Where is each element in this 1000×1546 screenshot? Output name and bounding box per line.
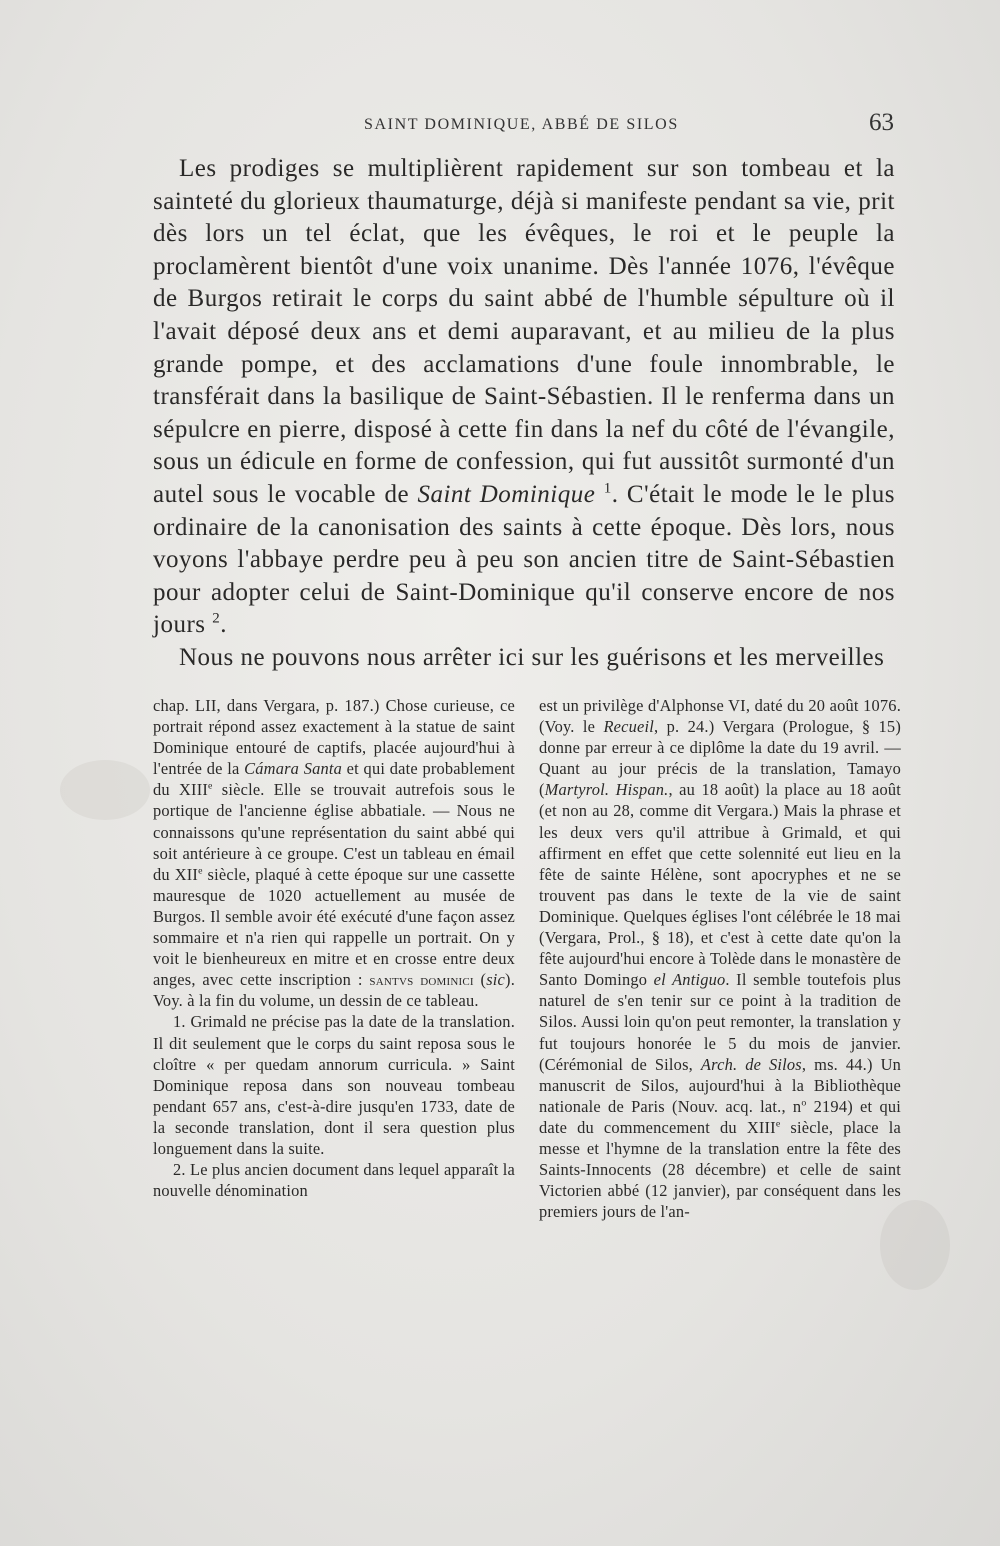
italic-text: Martyrol. Hispan.	[544, 780, 669, 800]
footnote-continuation	[153, 695, 515, 1011]
paper-stain	[60, 760, 150, 820]
footnotes-left-column	[153, 695, 515, 1201]
text-run: chap. LII, dans Vergara, p. 187.) Chose curieuse, ce portrait répond assez exactement à la statue de saint Dominique entouré de captifs, placée aujourd'hui à l'entrée de la	[153, 696, 515, 779]
text-run: 2194) et qui date du commencement du XIII	[539, 1096, 901, 1137]
paragraph	[153, 153, 895, 642]
text-run: . C'était le mode le le plus ordinaire de la canonisation des saints à cette époque. Dès lors, nous voyons l'abbaye perdre peu à peu son ancien titre de Saint-Sébastien pour adopter celui de Saint-Dominique qu'il conserve encore de nos jours	[153, 480, 895, 639]
footnote-1: 1. Grimald ne précise pas la date de la translation. Il dit seulement que le corps du saint reposa sous le cloître « per quedam annorum curricula. » Saint Dominique reposa dans son nouveau tombeau pendant 657 ans, c'est-à-dire jusqu'en 1733, date de la seconde translation, dont il sera question plus longuement dans la suite.	[153, 1012, 515, 1158]
superscript: o	[801, 1097, 807, 1109]
main-text	[153, 153, 895, 675]
text-run: , au 18 août) la place au 18 août (et non au 28, comme dit Vergara.) Mais la phrase et les deux vers qu'il attribue à Grimald, et qui affirment en effet que cette solennité eut lieu en la fête de sainte Hélène, sont apocryphes et ne se trouvent pas dans le texte de la vie de saint Dominique. Quelques églises l'ont célébrée le 18 mai (Vergara, Prol., § 18), et c'est à cette date qu'on la fête aujourd'hui encore à Tolède dans le monastère de Santo Domingo	[539, 780, 901, 990]
footnote-continuation	[539, 695, 901, 1222]
text-run: siècle. Elle se trouvait autrefois sous le portique de l'ancienne église abbatiale. — Nous ne connaissons qu'une représentation du saint abbé qui soit antérieure à ce groupe. C'est un tableau en émail du XII	[153, 780, 515, 884]
italic-text: sic	[486, 970, 506, 990]
italic-text: Arch. de Silos	[700, 1054, 802, 1074]
text-run: .	[220, 611, 227, 639]
text-run: Les prodiges se multiplièrent rapidement sur son tombeau et la sainteté du glorieux thaumaturge, déjà si manifeste pendant sa vie, prit dès lors un tel éclat, que les évêques, le roi et le peuple la proclamèrent bientôt d'une voix unanime. Dès l'année 1076, l'évêque de Burgos retirait le corps du saint abbé de l'humble sépulture où il l'avait déposé deux ans et demi auparavant, et au milieu de la plus grande pompe, et des acclamations d'une foule innombrable, le transférait dans la basilique de Saint-Sébastien. Il le renferma dans un sépulcre en pierre, disposé à cette fin dans la nef du côté de l'évangile, sous un édicule en forme de confession, qui fut aussitôt surmonté d'un autel sous le vocable de	[153, 155, 895, 508]
footnotes-right-column	[539, 695, 901, 1222]
superscript: e	[208, 780, 213, 792]
text-run: ). Voy. à la fin du volume, un dessin de ce tableau.	[153, 970, 515, 1011]
running-head: SAINT DOMINIQUE, ABBÉ DE SILOS	[364, 116, 679, 133]
superscript: e	[198, 865, 203, 877]
text-run: , p. 24.) Vergara (Prologue, § 15) donne par erreur à ce diplôme la date du 19 avril. — Quant au jour précis de la translation, Tamayo (	[539, 717, 901, 800]
text-run: et qui date probablement du XIII	[153, 759, 515, 800]
page-header	[154, 108, 894, 144]
text-run: est un privilège d'Alphonse VI, daté du 20 août 1076. (Voy. le	[539, 696, 901, 737]
footnote-ref: 2	[212, 610, 221, 627]
italic-text: Saint Dominique	[417, 480, 596, 508]
italic-text: el Antiguo	[653, 970, 726, 990]
text-run: Nous ne pouvons nous arrêter ici sur les guérisons et les merveilles	[179, 643, 885, 671]
text-run: (	[473, 970, 487, 990]
text-run: . Il semble toutefois plus naturel de s'en tenir sur ce point à la tradition de Silos. Aussi loin qu'on peut remonter, la translation y fut toujours honorée le 5 du mois de janvier. (Cérémonial de Silos,	[539, 970, 901, 1074]
italic-text: Recueil	[603, 717, 655, 737]
text-run: siècle, plaqué à cette époque sur une cassette mauresque de 1020 actuellement au musée de Burgos. Il semble avoir été exécuté d'une façon assez sommaire et n'a rien qui rappelle un portrait. On y voit le bienheureux en mitre et en crosse entre deux anges, avec cette inscription :	[153, 864, 515, 990]
paragraph	[153, 642, 895, 675]
small-caps-inscription: santvs dominici	[369, 970, 474, 990]
text-run: siècle, place la messe et l'hymne de la translation entre la fête des Saints-Innocents (28 décembre) et celle de saint Victorien abbé (12 janvier), par conséquent dans les premiers jours de l'an-	[539, 1117, 902, 1222]
page-number: 63	[869, 109, 894, 136]
footnote-ref: 1	[603, 480, 612, 497]
text-run: , ms. 44.) Un manuscrit de Silos, aujourd'hui à la Bibliothèque nationale de Paris (Nouv. acq. lat., n	[539, 1054, 902, 1116]
italic-text: Cámara Santa	[244, 759, 343, 779]
superscript: e	[775, 1118, 781, 1130]
footnote-2: 2. Le plus ancien document dans lequel apparaît la nouvelle dénomination	[153, 1160, 515, 1201]
